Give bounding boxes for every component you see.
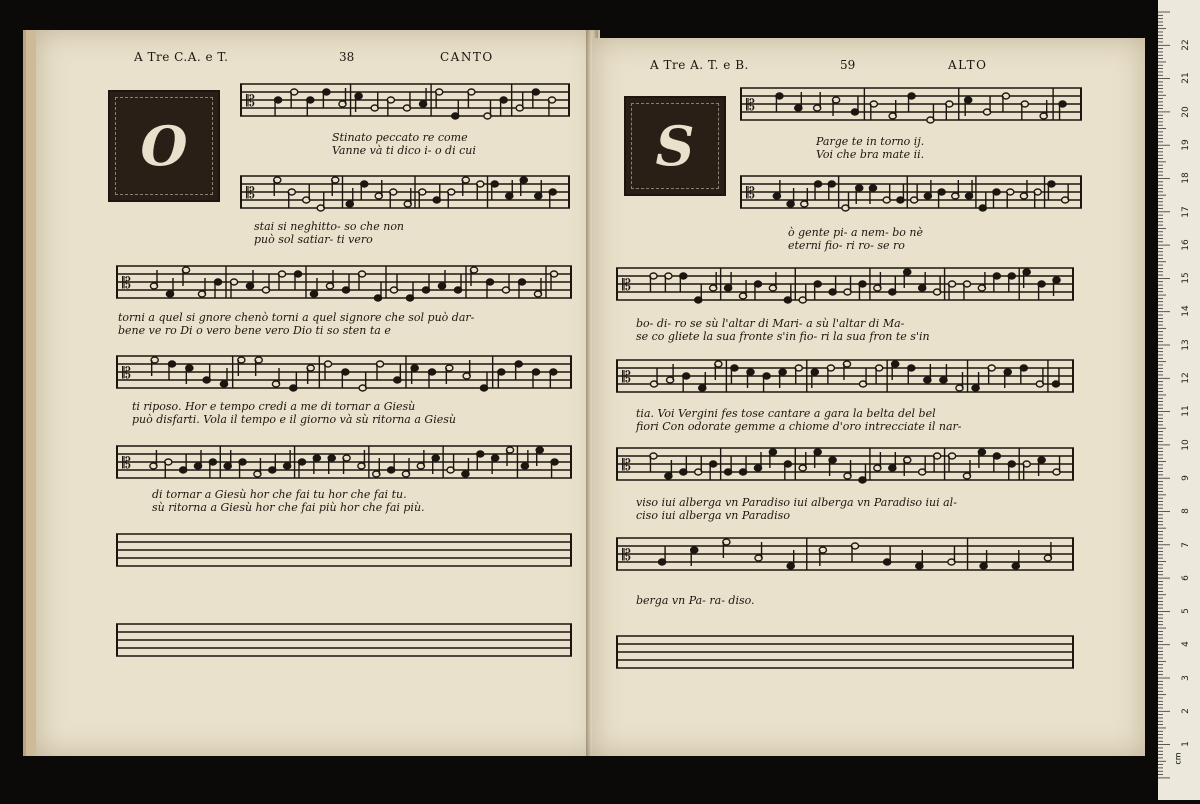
page-number: 38 (339, 50, 355, 64)
lyric-line: può disfarti. Vola il tempo e il giorno và sù ritorna a Giesù (132, 413, 456, 426)
staff-graphic (740, 168, 1082, 216)
running-head: A Tre C.A. e T. (134, 50, 229, 64)
music-staff (116, 438, 572, 486)
lyric-line: ò gente pi- a nem- bo nè (788, 226, 924, 239)
ruler-label: 12 (1181, 372, 1191, 384)
ruler-label: 4 (1181, 641, 1191, 648)
ruler-label: 22 (1181, 39, 1191, 51)
staff-graphic (116, 438, 572, 486)
lyric-line: tia. Voi Vergini fes tose cantare a gara la belta del bel (636, 407, 936, 420)
right-page (592, 38, 1145, 756)
clef-sign: 𝄡 (246, 183, 255, 202)
lyric-line: ti riposo. Hor e tempo credi a me di tornar a Giesù (132, 400, 416, 413)
staff-graphic (616, 260, 1074, 308)
staff-graphic (240, 76, 570, 124)
left-page (26, 30, 600, 756)
voice-part-label: ALTO (948, 58, 988, 72)
music-staff (240, 76, 570, 124)
ruler-label: 15 (1181, 272, 1191, 284)
music-staff (740, 168, 1082, 216)
staff-graphic (116, 348, 572, 396)
staff-graphic (616, 628, 1074, 676)
staff-graphic (616, 352, 1074, 400)
clef-sign: 𝄡 (622, 275, 631, 294)
ruler-label: 6 (1181, 574, 1191, 581)
staff-graphic (116, 616, 572, 664)
staff-graphic (616, 530, 1074, 578)
ruler-label: 7 (1181, 541, 1191, 548)
lyric-line: viso iui alberga vn Paradiso iui alberga vn Paradiso iui al- (636, 496, 957, 509)
ruler-label: 10 (1181, 438, 1191, 451)
ruler-label: 21 (1181, 72, 1191, 85)
ruler-label: 3 (1181, 674, 1191, 681)
lyric-line: Voi che bra mate ii. (816, 148, 925, 161)
clef-sign: 𝄡 (122, 273, 131, 292)
page-number: 59 (840, 58, 856, 72)
clef-sign: 𝄡 (746, 183, 755, 202)
ruler-label: 1 (1181, 741, 1191, 748)
lyric-line: può sol satiar- ti vero (254, 233, 373, 246)
lyric-line: se co gliete la sua fronte s'in fio- ri la sua fron te s'in (636, 330, 930, 343)
clef-sign: 𝄡 (246, 91, 255, 110)
clef-sign: 𝄡 (746, 95, 755, 114)
lyric-line: stai si neghitto- so che non (254, 220, 405, 233)
lyric-line: eterni fio- ri ro- se ro (788, 239, 905, 252)
empty-staff (116, 526, 572, 574)
lyric-line: torni a quel si gnore chenò torni a quel signore che sol può dar- (118, 311, 475, 324)
lyric-line: Vanne và ti dico i- o di cui (332, 144, 476, 157)
music-staff (616, 530, 1074, 578)
music-staff (116, 258, 572, 306)
decorated-initial: O (108, 90, 220, 202)
clef-sign: 𝄡 (622, 455, 631, 474)
staff-graphic (616, 440, 1074, 488)
ruler-unit: cm (1173, 752, 1183, 765)
staff-graphic (240, 168, 570, 216)
lyric-line: fiori Con odorate gemme a chiome d'oro intrecciate il nar- (636, 420, 962, 433)
lyric-line: sù ritorna a Giesù hor che fai più hor che fai più. (152, 501, 425, 514)
ruler-label: 20 (1181, 105, 1191, 118)
lyric-line: berga vn Pa- ra- diso. (636, 594, 755, 607)
ruler-label: 14 (1181, 305, 1191, 318)
lyric-line: Stinato peccato re come (332, 131, 468, 144)
measuring-ruler (1158, 0, 1200, 800)
staff-graphic (740, 80, 1082, 128)
clef-sign: 𝄡 (122, 363, 131, 382)
ruler-label: 8 (1181, 508, 1191, 515)
ruler-label: 2 (1181, 708, 1191, 714)
lyric-line: bo- di- ro se sù l'altar di Mari- a sù l'altar di Ma- (636, 317, 905, 330)
empty-staff (616, 628, 1074, 676)
staff-graphic (116, 258, 572, 306)
clef-sign: 𝄡 (622, 545, 631, 564)
ruler-label: 16 (1181, 239, 1191, 251)
music-staff (740, 80, 1082, 128)
ruler-label: 17 (1181, 205, 1191, 218)
staff-graphic (116, 526, 572, 574)
music-staff (116, 348, 572, 396)
ruler-label: 18 (1181, 172, 1191, 184)
lyric-line: Parge te in torno ij. (816, 135, 925, 148)
ruler-label: 9 (1181, 475, 1191, 481)
music-staff (616, 352, 1074, 400)
music-staff (240, 168, 570, 216)
clef-sign: 𝄡 (622, 367, 631, 386)
running-head: A Tre A. T. e B. (650, 58, 749, 72)
decorated-initial: S (624, 96, 726, 196)
clef-sign: 𝄡 (122, 453, 131, 472)
ruler-label: 5 (1181, 608, 1191, 614)
voice-part-label: CANTO (440, 50, 494, 64)
ruler-label: 19 (1181, 139, 1191, 151)
music-staff (616, 440, 1074, 488)
lyric-line: ciso iui alberga vn Paradiso (636, 509, 790, 522)
ruler-label: 11 (1181, 405, 1191, 418)
music-staff (616, 260, 1074, 308)
empty-staff (116, 616, 572, 664)
ruler-ticks (1158, 0, 1200, 800)
ruler-label: 13 (1181, 338, 1191, 351)
lyric-line: di tornar a Giesù hor che fai tu hor che fai tu. (152, 488, 407, 501)
lyric-line: bene ve ro Di o vero bene vero Dio ti so sten ta e (118, 324, 391, 337)
